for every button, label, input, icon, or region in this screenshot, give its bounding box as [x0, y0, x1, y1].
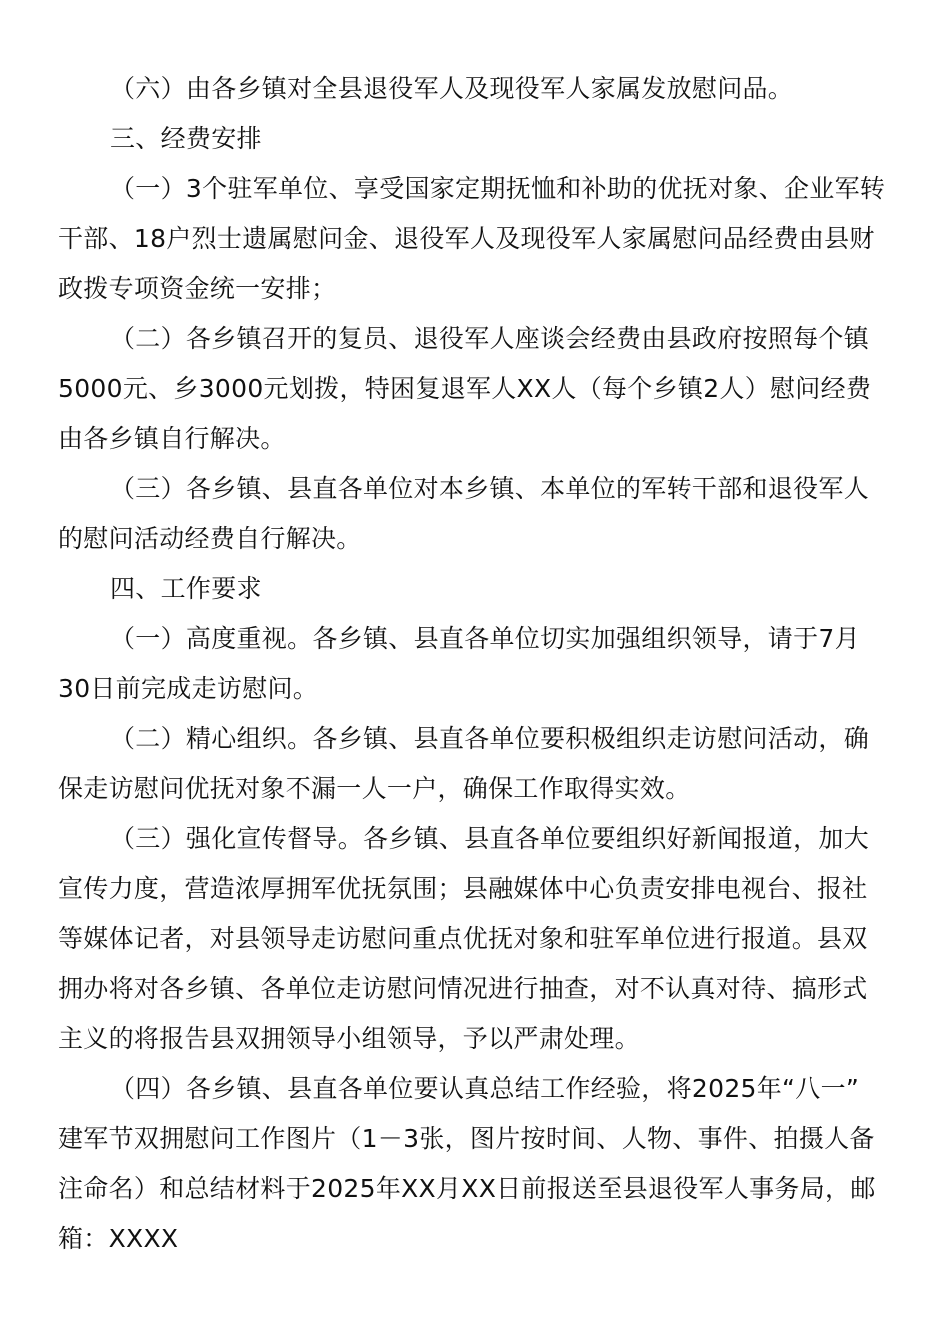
paragraph-line: 30日前完成走访慰问。 [58, 674, 319, 703]
paragraph-line: 保走访慰问优抚对象不漏一人一户，确保工作取得实效。 [58, 774, 691, 803]
paragraph-line: 拥办将对各乡镇、各单位走访慰问情况进行抽查，对不认真对待、搞形式 [58, 974, 868, 1003]
section-heading-requirements: 四、工作要求 [110, 574, 262, 603]
paragraph-line: 主义的将报告县双拥领导小组领导，予以严肃处理。 [58, 1024, 640, 1053]
paragraph-line: （二）各乡镇召开的复员、退役军人座谈会经费由县政府按照每个镇 [110, 324, 870, 353]
paragraph-line: 政拨专项资金统一安排； [58, 274, 337, 303]
section-heading-funding: 三、经费安排 [110, 124, 262, 153]
paragraph-line: （三）强化宣传督导。各乡镇、县直各单位要组织好新闻报道，加大 [110, 824, 870, 853]
paragraph-line: （二）精心组织。各乡镇、县直各单位要积极组织走访慰问活动，确 [110, 724, 870, 753]
paragraph-line: （一）高度重视。各乡镇、县直各单位切实加强组织领导，请于7月 [110, 624, 860, 653]
paragraph-line: （三）各乡镇、县直各单位对本乡镇、本单位的军转干部和退役军人 [110, 474, 870, 503]
paragraph-line: （六）由各乡镇对全县退役军人及现役军人家属发放慰问品。 [110, 74, 794, 103]
paragraph-line: 宣传力度，营造浓厚拥军优抚氛围；县融媒体中心负责安排电视台、报社 [58, 874, 868, 903]
paragraph-line: 由各乡镇自行解决。 [58, 424, 286, 453]
paragraph-line: 的慰问活动经费自行解决。 [58, 524, 362, 553]
paragraph-line: （四）各乡镇、县直各单位要认真总结工作经验，将2025年“八一” [110, 1074, 860, 1103]
document-page [58, 64, 894, 1264]
paragraph-line: 箱：XXXX [58, 1224, 179, 1253]
paragraph-line: 等媒体记者，对县领导走访慰问重点优抚对象和驻军单位进行报道。县双 [58, 924, 868, 953]
paragraph-line: 5000元、乡3000元划拨，特困复退军人XX人（每个乡镇2人）慰问经费 [58, 374, 872, 403]
paragraph-line: 建军节双拥慰问工作图片（1－3张，图片按时间、人物、事件、拍摄人备 [58, 1124, 875, 1153]
paragraph-line: （一）3个驻军单位、享受国家定期抚恤和补助的优抚对象、企业军转 [110, 174, 886, 203]
paragraph-line: 注命名）和总结材料于2025年XX月XX日前报送至县退役军人事务局，邮 [58, 1174, 876, 1203]
paragraph-line: 干部、18户烈士遗属慰问金、退役军人及现役军人家属慰问品经费由县财 [58, 224, 875, 253]
